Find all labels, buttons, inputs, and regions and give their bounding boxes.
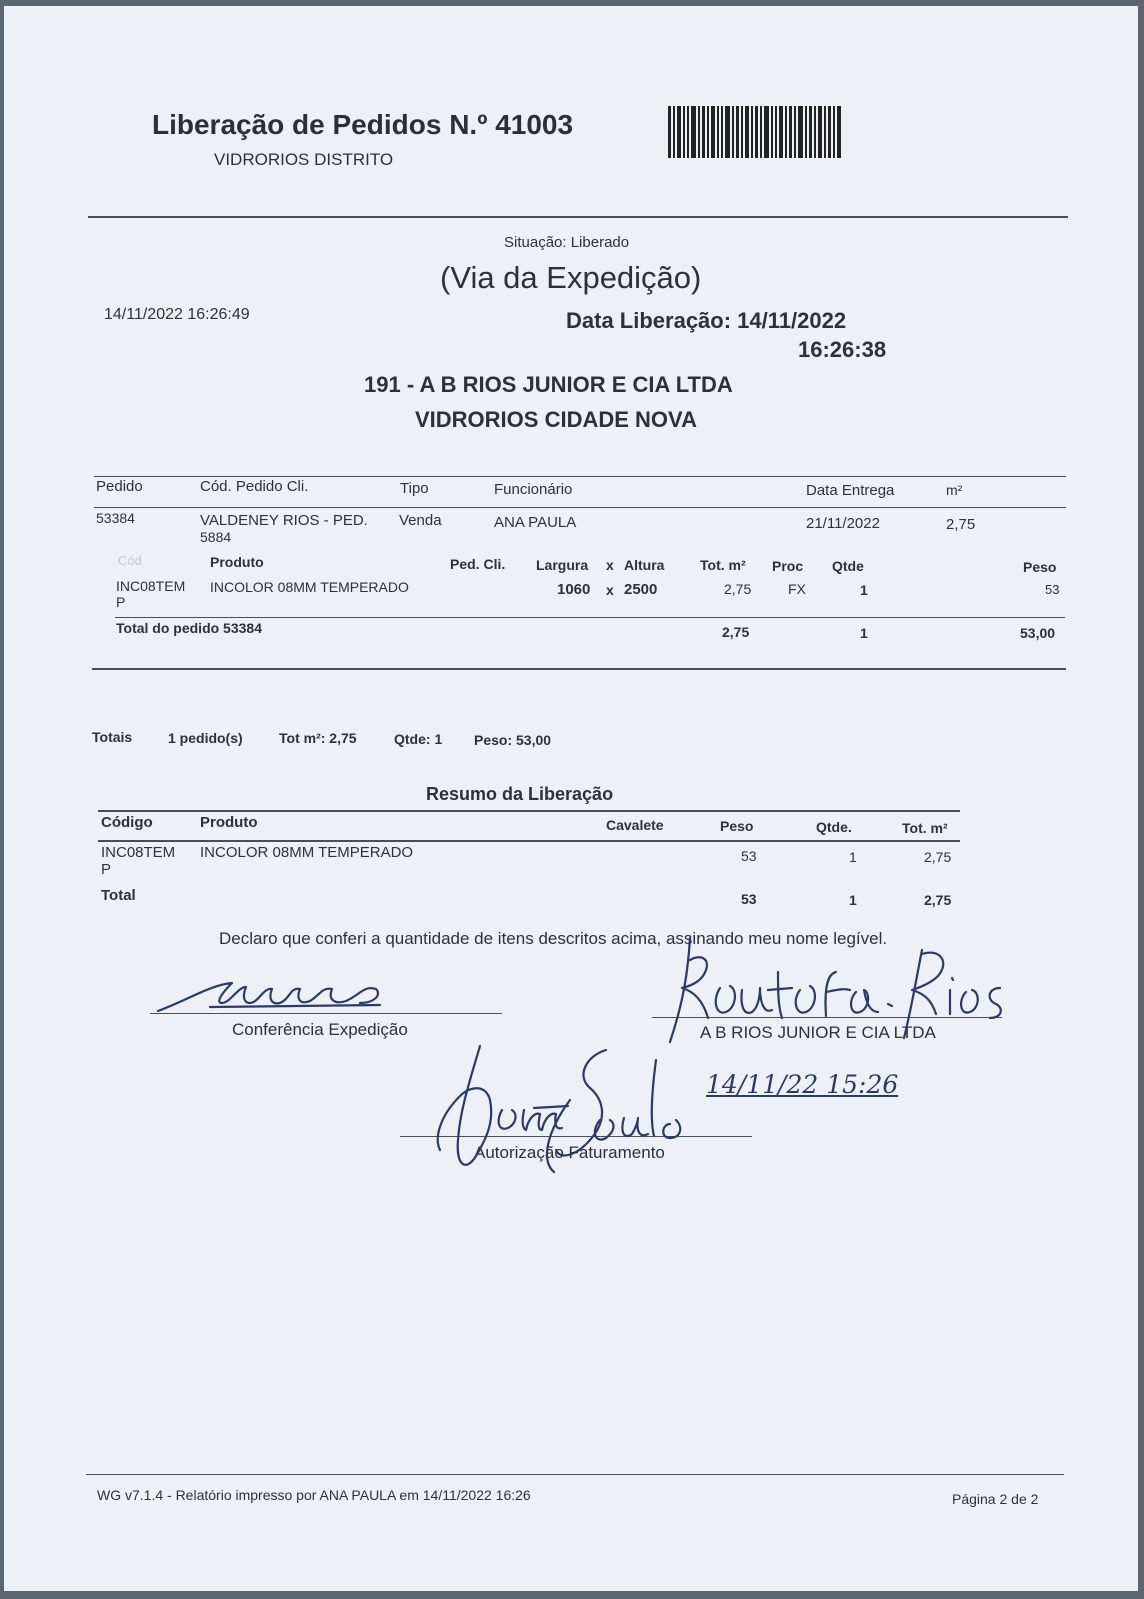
- order-cod-line2: 5884: [200, 529, 232, 545]
- item-qtde: 1: [860, 582, 868, 598]
- col-tipo: Tipo: [400, 480, 429, 497]
- order-pedido: 53384: [96, 510, 135, 526]
- item-cod-line2: P: [116, 594, 126, 610]
- col-largura: Largura: [536, 557, 589, 573]
- summary-produto: INCOLOR 08MM TEMPERADO: [200, 844, 414, 861]
- totals-qtde: Qtde: 1: [394, 731, 443, 747]
- footer-print-info: WG v7.1.4 - Relatório impresso por ANA PAULA em 14/11/2022 16:26: [97, 1487, 531, 1503]
- col-cod: Cód: [118, 553, 142, 568]
- order-tipo: Venda: [399, 512, 442, 529]
- summary-top-rule: [98, 810, 960, 812]
- summary-col-tot-m2: Tot. m²: [902, 820, 948, 836]
- col-cod-pedido-cli: Cód. Pedido Cli.: [200, 478, 309, 495]
- header-divider: [88, 216, 1068, 218]
- col-proc: Proc: [772, 558, 804, 574]
- item-x: x: [606, 582, 614, 598]
- order-m2: 2,75: [946, 516, 976, 533]
- order-total-peso: 53,00: [1020, 625, 1056, 641]
- print-datetime: 14/11/2022 16:26:49: [104, 306, 250, 323]
- item-largura: 1060: [557, 581, 591, 598]
- footer-page-number: Página 2 de 2: [952, 1491, 1039, 1507]
- order-total-qtde: 1: [860, 625, 868, 641]
- conferencia-signature: [150, 975, 390, 1015]
- order-cod-line1: VALDENEY RIOS - PED.: [200, 512, 368, 529]
- summary-header-rule: [98, 840, 960, 842]
- summary-col-produto: Produto: [200, 814, 258, 831]
- declaration-text: Declaro que conferi a quantidade de itens descritos acima, assinando meu nome legível.: [219, 929, 888, 948]
- col-data-entrega: Data Entrega: [806, 482, 895, 499]
- col-m2: m²: [946, 482, 963, 498]
- item-proc: FX: [788, 581, 806, 597]
- order-table-top-rule: [94, 476, 1066, 477]
- item-produto: INCOLOR 08MM TEMPERADO: [210, 579, 409, 595]
- totals-tot-m2: Tot m²: 2,75: [279, 730, 357, 746]
- cliente-label: A B RIOS JUNIOR E CIA LTDA: [700, 1023, 936, 1042]
- col-peso: Peso: [1023, 559, 1057, 575]
- summary-tot-m2: 2,75: [924, 849, 952, 865]
- col-funcionario: Funcionário: [494, 481, 573, 498]
- totals-peso: Peso: 53,00: [474, 732, 552, 748]
- order-table-header-rule: [94, 507, 1066, 508]
- summary-total-qtde: 1: [849, 892, 857, 908]
- summary-col-peso: Peso: [720, 818, 754, 834]
- item-peso: 53: [1045, 582, 1060, 597]
- order-total-m2: 2,75: [722, 624, 750, 640]
- summary-col-cavalete: Cavalete: [606, 817, 664, 833]
- cliente-signature: [660, 930, 1020, 1045]
- col-ped-cli: Ped. Cli.: [450, 556, 506, 572]
- col-produto: Produto: [210, 554, 264, 570]
- col-qtde: Qtde: [832, 558, 864, 574]
- conferencia-label: Conferência Expedição: [232, 1020, 408, 1039]
- summary-col-codigo: Código: [101, 814, 153, 831]
- summary-title: Resumo da Liberação: [426, 784, 614, 804]
- col-x: x: [606, 557, 614, 573]
- summary-cod-line1: INC08TEM: [101, 844, 176, 861]
- client-store: VIDRORIOS CIDADE NOVA: [415, 407, 697, 432]
- col-tot-m2: Tot. m²: [700, 557, 746, 573]
- autorizacao-label: Autorização Faturamento: [474, 1143, 665, 1162]
- col-altura: Altura: [624, 557, 665, 573]
- order-data-entrega: 21/11/2022: [806, 515, 880, 532]
- summary-total-label: Total: [101, 887, 136, 904]
- item-altura: 2500: [624, 581, 658, 598]
- order-funcionario: ANA PAULA: [494, 514, 577, 531]
- autorizacao-signature: [430, 1040, 690, 1180]
- totals-pedidos: 1 pedido(s): [168, 730, 243, 746]
- items-total-rule: [115, 617, 1065, 618]
- handwritten-date: 14/11/22 15:26: [706, 1070, 899, 1099]
- client-name: 191 - A B RIOS JUNIOR E CIA LTDA: [364, 372, 733, 397]
- summary-total-tot-m2: 2,75: [924, 892, 952, 908]
- summary-total-peso: 53: [741, 891, 757, 907]
- item-cod-line1: INC08TEM: [116, 578, 186, 594]
- liberation-date: Data Liberação: 14/11/2022: [566, 308, 847, 333]
- summary-peso: 53: [741, 848, 757, 864]
- document-title: Liberação de Pedidos N.º 41003: [152, 109, 574, 140]
- barcode: [668, 106, 844, 158]
- totals-label: Totais: [92, 729, 133, 745]
- status-text: Situação: Liberado: [504, 234, 630, 251]
- item-tot-m2: 2,75: [724, 581, 752, 597]
- liberation-time: 16:26:38: [798, 337, 887, 362]
- summary-cod-line2: P: [101, 861, 112, 878]
- company-name: VIDRORIOS DISTRITO: [214, 150, 394, 169]
- col-pedido: Pedido: [96, 478, 143, 495]
- via-title: (Via da Expedição): [440, 260, 702, 295]
- order-total-label: Total do pedido 53384: [116, 620, 262, 636]
- order-block-bottom-rule: [92, 668, 1066, 670]
- footer-rule: [86, 1474, 1064, 1475]
- summary-qtde: 1: [849, 849, 857, 865]
- summary-col-qtde: Qtde.: [816, 819, 852, 835]
